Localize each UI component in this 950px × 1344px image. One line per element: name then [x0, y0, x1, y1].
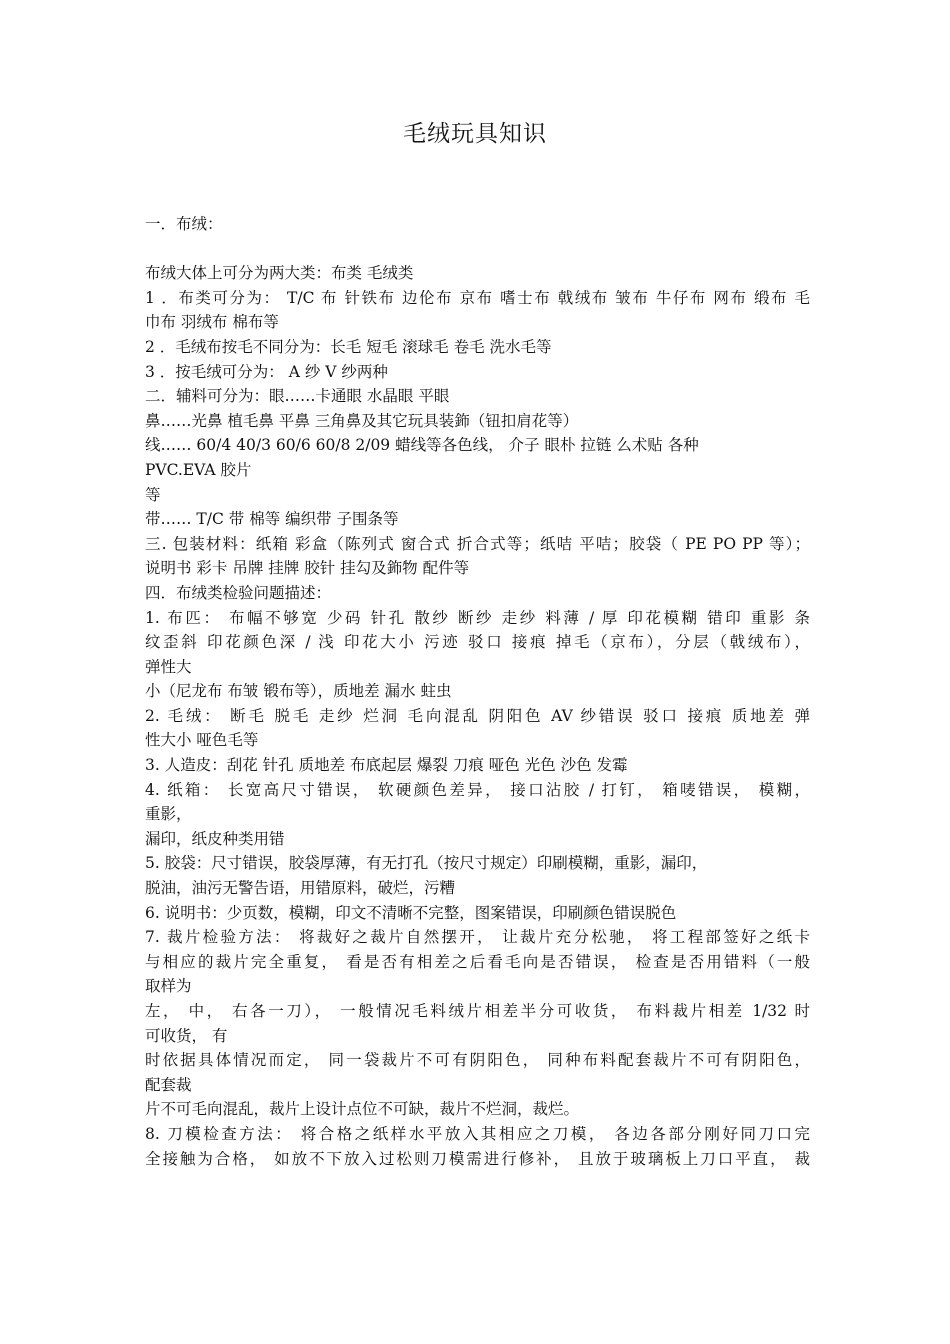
text-line: 片不可毛向混乱，裁片上设计点位不可缺，裁片不烂洞，裁烂。 [145, 1100, 580, 1119]
text-line: 弹性大 [145, 657, 192, 676]
text-line: 4. 纸箱： 长宽高尺寸错误， 软硬颜色差异， 接口沾胶 / 打钉， 箱唛错误， 模糊， [145, 780, 810, 799]
text-line: 全接触为合格， 如放不下放入过松则刀模需进行修补， 且放于玻璃板上刀口平直， 裁 [145, 1149, 810, 1168]
text-line: 与相应的裁片完全重复， 看是否有相差之后看毛向是否错误， 检查是否用错料（一般 [145, 952, 810, 971]
text-line: 8. 刀模检查方法： 将合格之纸样水平放入其相应之刀模， 各边各部分刚好同刀口完 [145, 1124, 810, 1143]
text-line: 布绒大体上可分为两大类：布类 毛绒类 [145, 264, 414, 283]
text-line: 说明书 彩卡 吊牌 挂牌 胶针 挂勾及鉓物 配件等 [145, 559, 470, 578]
text-line: 5. 胶袋：尺寸错误，胶袋厚薄，有无打孔（按尺寸规定）印刷模糊，重影，漏印， [145, 854, 708, 873]
document-body [145, 212, 810, 1171]
text-line: 6. 说明书：少页数，模糊，印文不清晰不完整，图案错误，印刷颜色错误脱色 [145, 903, 677, 922]
text-line: 1 ．布类可分为： T/C 布 针铁布 边伦布 京布 嗜士布 戟绒布 皱布 牛仔布 网布 缎布 毛 [145, 288, 810, 307]
text-line: 重影， [145, 805, 192, 824]
text-line: 漏印，纸皮种类用错 [145, 829, 285, 848]
text-line: 巾布 羽绒布 棉布等 [145, 313, 279, 332]
text-line: 2 ．毛绒布按毛不同分为：长毛 短毛 滚球毛 卷毛 洗水毛等 [145, 337, 552, 356]
text-line: 等 [145, 485, 161, 504]
text-line: 脱油，油污无警告语，用错原料，破烂，污糟 [145, 879, 456, 898]
section-heading: 四．布绒类检验问题描述： [145, 583, 332, 602]
text-line: 小（尼龙布 布皱 锻布等），质地差 漏水 蛀虫 [145, 682, 452, 701]
text-line: PVC.EVA 胶片 [145, 460, 252, 479]
text-line: 带…… T/C 带 棉等 编织带 子围条等 [145, 510, 399, 529]
text-line: 1. 布匹： 布幅不够宽 少码 针孔 散纱 断纱 走纱 料薄 / 厚 印花模糊 错印 重影 条 [145, 608, 810, 627]
text-line: 取样为 [145, 977, 192, 996]
document-title: 毛绒玩具知识 [403, 121, 547, 147]
text-line: 时依据具体情况而定， 同一袋裁片不可有阴阳色， 同种布料配套裁片不可有阴阳色， [145, 1051, 810, 1070]
blank-line [145, 237, 810, 262]
text-line: 纹歪斜 印花颜色深 / 浅 印花大小 污迹 驳口 接痕 掉毛（京布），分层（戟绒布）， [145, 633, 810, 652]
text-line: 2. 毛绒： 断毛 脱毛 走纱 烂洞 毛向混乱 阴阳色 AV 纱错误 驳口 接痕 质地差 弹 [145, 706, 810, 725]
text-line: 性大小 哑色毛等 [145, 731, 259, 750]
text-line: 可收货， 有 [145, 1026, 228, 1045]
text-line: 7. 裁片检验方法： 将裁好之裁片自然摆开， 让裁片充分松驰， 将工程部签好之纸卡 [145, 928, 810, 947]
text-line: 鼻……光鼻 植毛鼻 平鼻 三角鼻及其它玩具装鉓（钮扣肩花等） [145, 411, 579, 430]
text-line: 左， 中， 右各一刀）， 一般情况毛料绒片相差半分可收货， 布料裁片相差 1/32 时 [145, 1002, 810, 1020]
text-line: 线…… 60/4 40/3 60/6 60/8 2/09 蜡线等各色线， 介子 眼朴 拉链 么术贴 各种 [145, 436, 699, 455]
section-heading: 三. 包装材料：纸箱 彩盒（陈列式 窗合式 折合式等；纸咭 平咭；胶袋（ PE PO PP 等）； [145, 534, 810, 553]
text-line: 配套裁 [145, 1075, 192, 1094]
section-heading: 一．布绒： [145, 215, 223, 233]
section-heading: 二．辅料可分为：眼……卡通眼 水晶眼 平眼 [145, 387, 450, 406]
text-line: 3 ．按毛绒可分为： A 纱 V 纱两种 [145, 362, 388, 381]
text-line: 3. 人造皮：刮花 针孔 质地差 布底起层 爆裂 刀痕 哑色 光色 沙色 发霉 [145, 756, 628, 775]
